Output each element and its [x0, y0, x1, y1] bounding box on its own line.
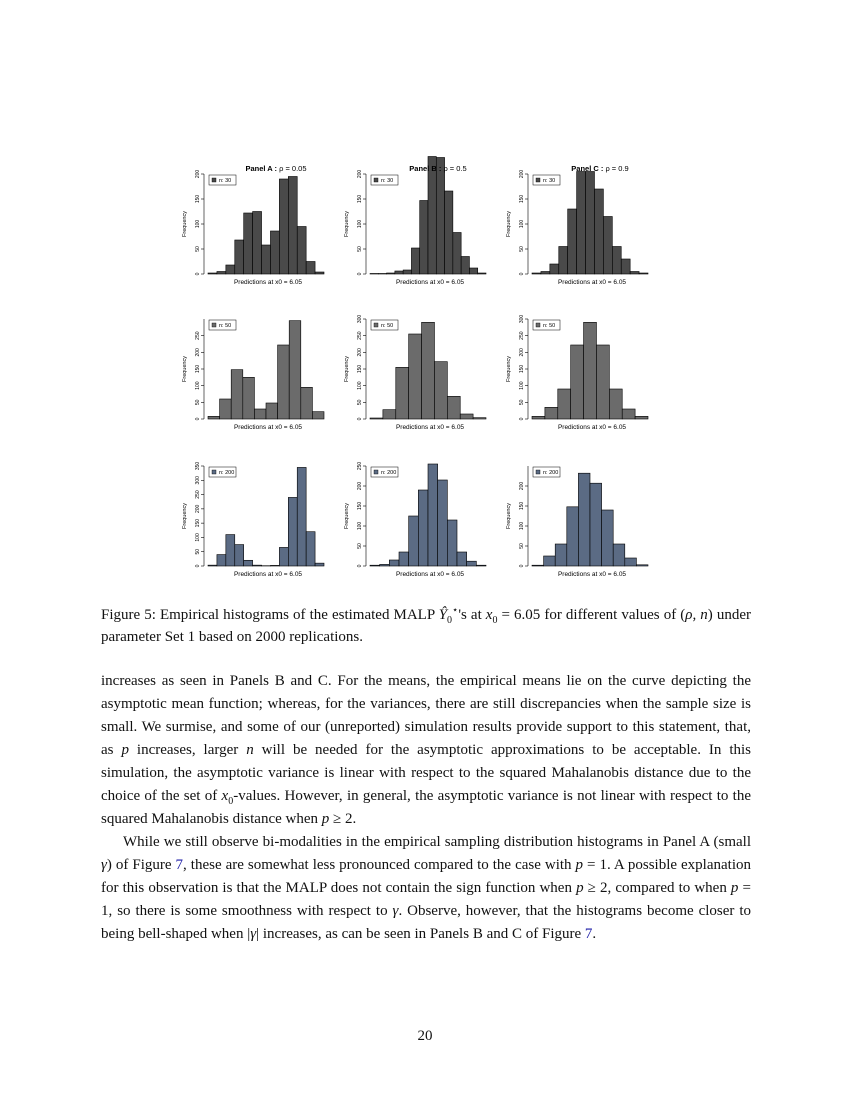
y-tick-label: 200 — [519, 169, 525, 179]
y-tick-label: 100 — [519, 521, 525, 531]
y-axis-label: Frequency — [506, 356, 512, 382]
histogram-bar — [262, 245, 271, 274]
histogram-bar — [609, 389, 622, 419]
histogram-panel-4 — [182, 319, 324, 431]
y-axis-label: Frequency — [506, 211, 512, 237]
x-axis-label: Predictions at x0 = 6.05 — [395, 571, 465, 578]
legend-label: n: 50 — [543, 323, 556, 329]
legend-swatch — [374, 323, 378, 327]
histogram-bar — [278, 345, 290, 419]
histogram-bar — [370, 274, 378, 275]
y-tick-label: 150 — [519, 501, 525, 511]
y-axis-label: Frequency — [182, 356, 188, 382]
y-tick-label: 0 — [519, 417, 525, 421]
figure-caption: Figure 5: Empirical histograms of the estimated MALP $Ŷ_0^⋆'s$ at $x_0 = 6.05$ for different values of (ρ, n) under parameter Set 1 based on 2000 replications. — [101, 605, 751, 645]
histogram-bar — [568, 209, 577, 274]
histogram-bar — [387, 273, 395, 274]
legend-swatch — [212, 470, 216, 474]
histogram-bar — [532, 273, 541, 274]
histogram-bar — [636, 565, 648, 566]
panel-title-rest: ρ = 0.05 — [277, 164, 307, 173]
histogram-bar — [244, 560, 253, 566]
histogram-bar — [625, 558, 637, 566]
histogram-bar — [532, 416, 545, 419]
page-number: 20 — [417, 1028, 433, 1044]
histogram-bar — [279, 547, 288, 566]
y-tick-label: 50 — [357, 543, 363, 549]
y-tick-label: 100 — [357, 381, 363, 390]
y-tick-label: 0 — [519, 272, 525, 276]
y-tick-label: 250 — [519, 331, 525, 340]
histogram-bar — [399, 552, 409, 566]
histogram-bar — [254, 409, 266, 419]
y-tick-label: 150 — [357, 501, 363, 511]
histogram-bar — [235, 240, 244, 274]
y-tick-label: 50 — [195, 548, 201, 555]
panel-title-rest: ρ = 0.9 — [603, 164, 629, 173]
y-tick-label: 300 — [195, 476, 201, 485]
y-tick-label: 200 — [357, 481, 363, 491]
legend-swatch — [212, 323, 216, 327]
y-tick-label: 200 — [519, 481, 525, 491]
histogram-bar — [395, 271, 403, 274]
legend-label: n: 200 — [543, 470, 559, 476]
histogram-bar — [434, 362, 447, 419]
y-tick-label: 0 — [357, 417, 363, 421]
histogram-bar — [469, 268, 477, 274]
histogram-bar — [473, 418, 486, 419]
figure-7-link[interactable]: 7 — [175, 857, 184, 873]
histogram-panel-1 — [182, 164, 324, 286]
histogram-bar — [622, 409, 635, 419]
histogram-bar — [243, 377, 255, 419]
y-tick-label: 100 — [195, 381, 201, 390]
body-text — [101, 670, 751, 946]
histogram-bar — [476, 565, 486, 566]
histogram-bar — [555, 544, 567, 566]
histogram-bar — [578, 473, 590, 566]
histogram-bar — [380, 564, 390, 566]
histogram-bar — [541, 272, 550, 275]
legend-swatch — [536, 470, 540, 474]
y-tick-label: 200 — [195, 169, 201, 179]
histogram-bar — [289, 321, 301, 419]
histogram-bar — [288, 497, 297, 566]
x-axis-label: Predictions at x0 = 6.05 — [557, 424, 627, 431]
legend-label: n: 50 — [381, 323, 394, 329]
histogram-bar — [208, 416, 220, 419]
histogram-bar — [428, 157, 436, 275]
y-tick-label: 0 — [195, 564, 201, 568]
y-tick-label: 0 — [519, 564, 525, 568]
y-tick-label: 150 — [357, 364, 363, 374]
legend-label: n: 200 — [381, 470, 397, 476]
histogram-bar — [312, 412, 324, 419]
histogram-bar — [315, 272, 324, 274]
histogram-bar — [396, 367, 409, 419]
histogram-bar — [478, 273, 486, 274]
histogram-bar — [630, 272, 639, 275]
histogram-bar — [447, 520, 457, 566]
panel-title-bold: Panel C : — [571, 164, 604, 173]
histogram-bar — [418, 490, 428, 566]
histogram-bar — [288, 177, 297, 275]
histogram-bar — [226, 265, 235, 274]
y-tick-label: 50 — [519, 399, 525, 406]
histogram-bar — [279, 179, 288, 274]
y-tick-label: 300 — [519, 314, 525, 324]
histogram-bar — [590, 483, 602, 566]
y-axis-label: Frequency — [344, 503, 350, 529]
histogram-bar — [461, 257, 469, 275]
y-tick-label: 100 — [195, 533, 201, 542]
y-tick-label: 250 — [195, 490, 201, 499]
y-tick-label: 150 — [519, 194, 525, 204]
histogram-bar — [370, 565, 380, 566]
histogram-bar — [270, 231, 279, 274]
x-axis-label: Predictions at x0 = 6.05 — [233, 424, 303, 431]
histogram-bar — [370, 418, 383, 419]
y-tick-label: 350 — [195, 461, 201, 471]
histogram-bar — [244, 213, 253, 274]
histogram-bar — [584, 322, 597, 419]
histogram-bar — [550, 264, 559, 274]
y-tick-label: 150 — [195, 364, 201, 374]
y-tick-label: 0 — [357, 272, 363, 276]
histogram-bar — [445, 191, 453, 274]
histogram-bar — [422, 322, 435, 419]
histogram-panel-6 — [506, 315, 648, 431]
histogram-bar — [612, 247, 621, 275]
histogram-bar — [453, 233, 461, 275]
histogram-bar — [253, 565, 262, 566]
y-tick-label: 0 — [195, 272, 201, 276]
x-axis-label: Predictions at x0 = 6.05 — [233, 571, 303, 578]
y-tick-label: 50 — [357, 399, 363, 406]
panel-title — [571, 164, 628, 173]
histogram-bar — [226, 535, 235, 566]
histogram-bar — [559, 247, 568, 275]
histogram-bar — [594, 189, 603, 274]
histogram-bar — [217, 272, 226, 275]
paragraph-1: increases as seen in Panels B and C. For the means, the empirical means lie on the curve depicting the asymptotic mean function; whereas, for the variances, there are still discrepancies when the sample size is small. We surmise, and some of our (unreported) simulation results provide support to this statement, that, as p increases, larger n will be needed for the asymptotic approximations to be acceptable. In this simulation, the asymptotic variance is linear with respect to the squared Mahalanobis distance due to the choice of the set of $x_0$-values. However, in general, the asymptotic variance is not linear with respect to the squared Mahalanobis distance when p ≥ 2. — [101, 673, 752, 827]
histogram-bar — [297, 227, 306, 275]
y-tick-label: 100 — [519, 219, 525, 229]
y-tick-label: 50 — [357, 246, 363, 252]
histogram-bar — [532, 565, 544, 566]
y-tick-label: 200 — [195, 348, 201, 357]
y-tick-label: 100 — [357, 521, 363, 531]
legend-label: n: 50 — [219, 323, 232, 329]
panel-title-rest: ρ = 0.5 — [441, 164, 467, 173]
y-tick-label: 150 — [519, 364, 525, 374]
histogram-bar — [558, 389, 571, 419]
y-tick-label: 200 — [357, 169, 363, 179]
histogram-bar — [603, 217, 612, 275]
y-tick-label: 0 — [357, 564, 363, 568]
y-tick-label: 50 — [519, 543, 525, 549]
legend-swatch — [536, 178, 540, 182]
histogram-bar — [315, 563, 324, 566]
histogram-bar — [621, 259, 630, 274]
panel-title — [245, 164, 306, 173]
y-tick-label: 150 — [357, 194, 363, 204]
y-tick-label: 0 — [195, 417, 201, 421]
y-tick-label: 150 — [195, 518, 201, 528]
paragraph-2: While we still observe bi-modalities in the empirical sampling distribution histograms in Panel A (small γ) of Figure 7, these are somewhat less pronounced compared to the case with p = 1. A possible explanation for this observation is that the MALP does not contain the sign function when p ≥ 2, compared to when p = 1, so there is some smoothness with respect to γ. Observe, however, that the histograms become closer to being bell-shaped when |γ| increases, as can be seen in Panels B and C of Figure 7. — [101, 834, 752, 942]
histogram-bar — [270, 565, 279, 566]
y-axis-label: Frequency — [182, 503, 188, 529]
histogram-panel-8 — [344, 462, 486, 578]
x-axis-label: Predictions at x0 = 6.05 — [557, 279, 627, 286]
histogram-bar — [306, 262, 315, 275]
histogram-bar — [409, 334, 422, 419]
histogram-panel-9 — [506, 466, 648, 578]
histogram-panel-7 — [182, 462, 324, 578]
histogram-bar — [545, 407, 558, 419]
y-tick-label: 100 — [357, 219, 363, 229]
histogram-bar — [544, 556, 556, 566]
y-tick-label: 50 — [195, 246, 201, 252]
histogram-bar — [639, 273, 648, 274]
y-tick-label: 200 — [357, 348, 363, 357]
histogram-bar — [378, 274, 386, 275]
x-axis-label: Predictions at x0 = 6.05 — [233, 279, 303, 286]
legend-label: n: 200 — [219, 470, 235, 476]
histogram-bar — [253, 212, 262, 275]
histogram-bar — [217, 555, 226, 566]
y-axis-label: Frequency — [506, 503, 512, 529]
y-tick-label: 250 — [195, 331, 201, 340]
legend-swatch — [536, 323, 540, 327]
histogram-bar — [235, 545, 244, 566]
histogram-bar — [420, 201, 428, 275]
y-tick-label: 50 — [519, 246, 525, 252]
y-tick-label: 200 — [195, 504, 201, 514]
histogram-bar — [266, 403, 278, 419]
histogram-bar — [567, 507, 579, 566]
y-tick-label: 250 — [357, 331, 363, 340]
histogram-bar — [571, 345, 584, 419]
histogram-bar — [613, 544, 625, 566]
histogram-bar — [389, 560, 399, 566]
y-axis-label: Frequency — [344, 356, 350, 382]
histogram-bar — [297, 467, 306, 566]
panel-title-bold: Panel B : — [409, 164, 442, 173]
histogram-bar — [577, 172, 586, 275]
histogram-bar — [460, 414, 473, 419]
y-axis-label: Frequency — [182, 211, 188, 237]
y-tick-label: 50 — [195, 399, 201, 406]
histogram-bar — [409, 516, 419, 566]
histogram-bar — [231, 370, 243, 419]
histogram-bar — [411, 248, 419, 274]
y-tick-label: 150 — [195, 194, 201, 204]
panel-title-bold: Panel A : — [245, 164, 278, 173]
histogram-bar — [306, 532, 315, 566]
histogram-bar — [403, 270, 411, 274]
histogram-panel-3 — [506, 164, 648, 286]
histogram-bar — [438, 480, 448, 566]
figure-7-link[interactable]: 7 — [584, 926, 593, 942]
x-axis-label: Predictions at x0 = 6.05 — [395, 424, 465, 431]
y-axis-label: Frequency — [344, 211, 350, 237]
y-tick-label: 300 — [357, 314, 363, 324]
histogram-bar — [602, 510, 614, 566]
histogram-bar — [596, 345, 609, 419]
histogram-bar — [635, 416, 648, 419]
x-axis-label: Predictions at x0 = 6.05 — [395, 279, 465, 286]
histogram-bar — [208, 565, 217, 566]
histogram-bar — [428, 464, 438, 566]
legend-label: n: 30 — [381, 178, 394, 184]
panel-title — [409, 164, 466, 173]
x-axis-label: Predictions at x0 = 6.05 — [557, 571, 627, 578]
y-tick-label: 100 — [195, 219, 201, 229]
histogram-bar — [457, 552, 467, 566]
caption-label: Figure 5: — [101, 607, 156, 623]
histogram-panel-5 — [344, 315, 486, 431]
histogram-bar — [447, 396, 460, 419]
legend-swatch — [212, 178, 216, 182]
y-tick-label: 100 — [519, 381, 525, 390]
histogram-bar — [467, 561, 477, 566]
histogram-bar — [220, 399, 232, 419]
legend-swatch — [374, 470, 378, 474]
histogram-bar — [436, 158, 444, 275]
y-tick-label: 250 — [357, 461, 363, 471]
histogram-bar — [383, 410, 396, 419]
histogram-bar — [586, 172, 595, 275]
histogram-bar — [301, 387, 313, 419]
legend-label: n: 30 — [543, 178, 556, 184]
y-tick-label: 200 — [519, 348, 525, 357]
histogram-panel-2 — [344, 157, 486, 287]
legend-label: n: 30 — [219, 178, 232, 184]
legend-swatch — [374, 178, 378, 182]
histogram-bar — [208, 273, 217, 274]
